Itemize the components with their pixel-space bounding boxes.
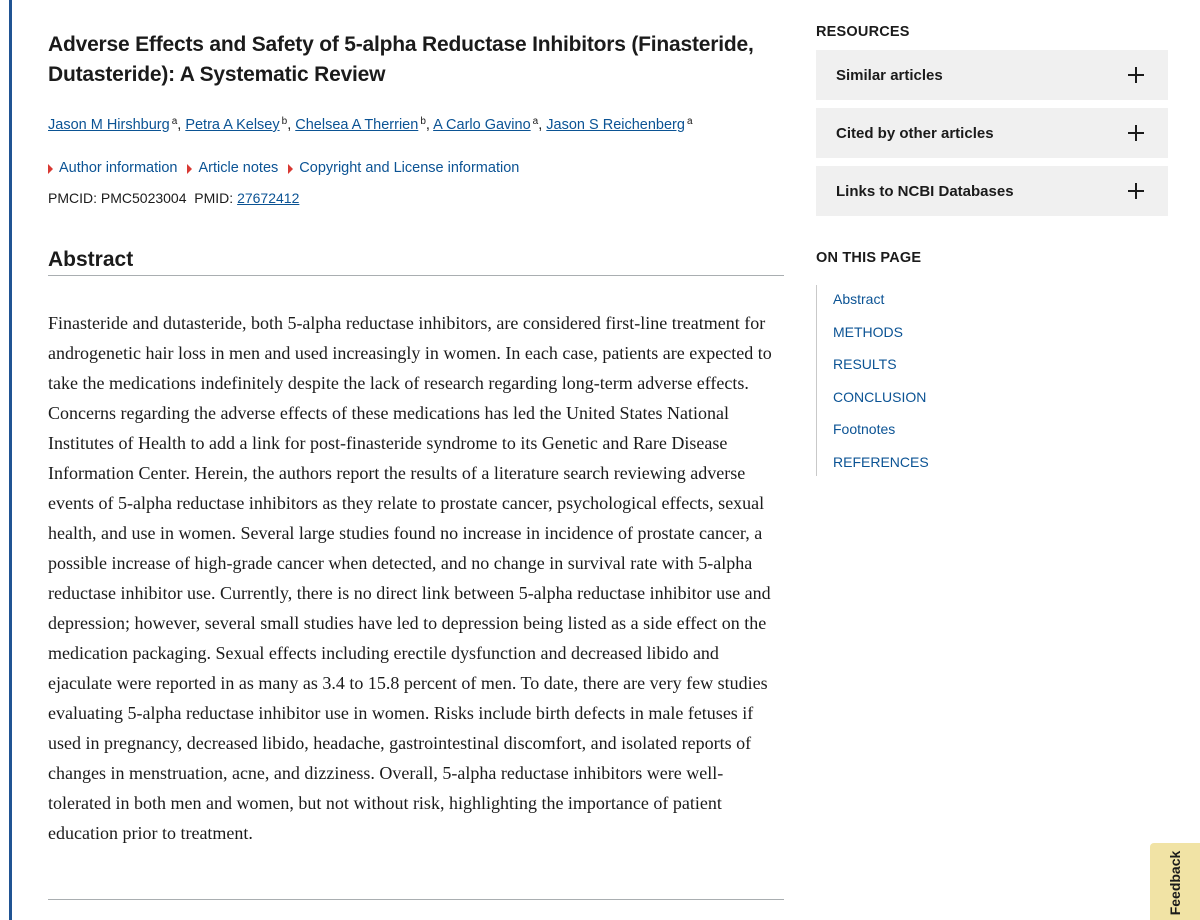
author-affiliation: a <box>686 116 693 127</box>
abstract-body: Finasteride and dutasteride, both 5-alpha reductase inhibitors, are considered first-line treatment for androgenetic hair loss in men and used increasingly in women. In each case, patients are expected to take the medications indefinitely despite the lack of research regarding long-term adverse effects. Concerns regarding the adverse effects of these medications has led the United States National Institutes of Health to add a link for post-finasteride syndrome to its Genetic and Rare Disease Information Center. Herein, the authors report the results of a literature search reviewing adverse events of 5-alpha reductase inhibitors as they relate to prostate cancer, psychological effects, sexual health, and use in women. Several large studies found no increase in incidence of prostate cancer, a possible increase of high-grade cancer when detected, and no change in survival rate with 5-alpha reductase inhibitor use. Currently, there is no direct link between 5-alpha reductase inhibitor use and depression; however, several small studies have led to depression being listed as a side effect on the medication packaging. Sexual effects including erectile dysfunction and decreased libido and ejaculate were reported in as many as 3.4 to 15.8 percent of men. To date, there are very few studies evaluating 5-alpha reductase inhibitor use in women. Risks include birth defects in male fetuses if used in pregnancy, decreased libido, headache, gastrointestinal discomfort, and isolated reports of changes in menstruation, acne, and dizziness. Overall, 5-alpha reductase inhibitors were well-tolerated in both men and women, but not without risk, highlighting the importance of patient education prior to treatment. <box>48 313 772 843</box>
author-link[interactable]: Chelsea A Therrien <box>295 117 419 133</box>
nav-link-abstract[interactable]: Abstract <box>833 291 885 307</box>
nav-link-results[interactable]: RESULTS <box>833 356 897 372</box>
author-information-label: Author information <box>59 160 178 176</box>
article-ids <box>48 188 784 208</box>
ncbi-databases-accordion[interactable] <box>816 166 1168 216</box>
author-affiliation: b <box>420 116 426 127</box>
plus-icon <box>1128 183 1144 199</box>
nav-link-references[interactable]: REFERENCES <box>833 453 929 470</box>
left-accent-rule <box>9 0 12 920</box>
accordion-label: Links to NCBI Databases <box>836 182 1014 200</box>
pmid-label: PMID: <box>194 190 234 206</box>
author-list: Jason M Hirshburg $^a$, Petra A Kelsey $^b$, Chelsea A Therrien $^b$, A Carlo Gavino $^a$, Jason S Reichenberg $^a$ <box>48 116 693 133</box>
cited-by-accordion[interactable] <box>816 108 1168 158</box>
nav-link-footnotes[interactable]: Footnotes <box>833 421 896 437</box>
abstract-heading: Abstract <box>48 247 784 276</box>
section-divider <box>48 899 784 900</box>
pmid-link[interactable]: 27672412 <box>237 190 300 206</box>
author-affiliation: a <box>532 116 539 127</box>
author-information-toggle[interactable] <box>48 158 177 178</box>
author-affiliation: b <box>281 116 288 127</box>
resources-heading: RESOURCES <box>816 24 910 40</box>
expand-triangle-icon <box>288 164 293 174</box>
on-this-page-nav <box>816 285 1168 476</box>
article-notes-label: Article notes <box>198 160 279 176</box>
author-link[interactable]: A Carlo Gavino <box>433 117 531 133</box>
feedback-button[interactable] <box>1150 843 1200 920</box>
author-link[interactable]: Petra A Kelsey <box>185 117 280 133</box>
copyright-toggle[interactable] <box>288 158 519 178</box>
author-link[interactable]: Jason M Hirshburg <box>48 117 170 133</box>
on-this-page-heading: ON THIS PAGE <box>816 250 922 266</box>
pmcid-text: PMCID: PMC5023004 <box>48 190 187 206</box>
similar-articles-accordion[interactable] <box>816 50 1168 100</box>
accordion-label: Similar articles <box>836 66 943 84</box>
nav-link-conclusion[interactable]: CONCLUSION <box>833 388 927 405</box>
plus-icon <box>1128 125 1144 141</box>
feedback-label: Feedback <box>1167 850 1183 916</box>
author-affiliation: a <box>171 116 178 127</box>
author-link[interactable]: Jason S Reichenberg <box>546 117 685 133</box>
accordion-label: Cited by other articles <box>836 124 994 142</box>
nav-link-methods[interactable]: METHODS <box>833 323 903 340</box>
plus-icon <box>1128 67 1144 83</box>
copyright-label: Copyright and License information <box>299 160 520 176</box>
article-info-toggles <box>48 158 784 178</box>
article-notes-toggle[interactable] <box>187 158 278 178</box>
article-title: Adverse Effects and Safety of 5-alpha Reductase Inhibitors (Finasteride, Dutasteride): A Systematic Review <box>48 33 754 86</box>
article-main <box>48 30 784 848</box>
expand-triangle-icon <box>48 164 53 174</box>
sidebar <box>816 22 1168 476</box>
expand-triangle-icon <box>187 164 192 174</box>
